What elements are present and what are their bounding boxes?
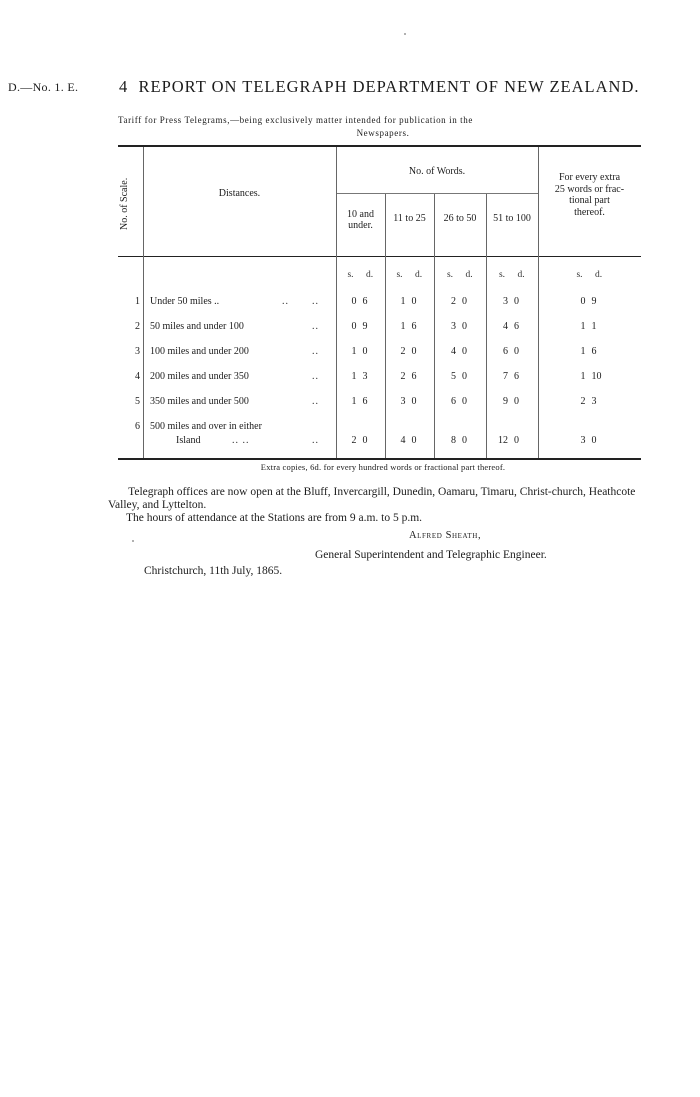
row-value-pence: 6 [362,396,368,407]
header-extra [538,172,641,218]
header-extra-l1: For every extra [558,172,621,183]
offices-paragraph [108,486,668,512]
scan-speck [132,540,134,542]
row-value-pence: 9 [591,296,597,307]
row-value-pence: 0 [514,346,519,357]
row-value-shillings: 6 [451,396,456,407]
row-value-shillings: 2 [451,296,456,307]
row-value-shillings: 2 [400,346,406,357]
row-value-shillings: 3 [580,435,586,446]
row-value-shillings: 1 [351,396,357,407]
row-leader-dots: .. [312,321,319,332]
row-value-shillings: 1 [400,296,406,307]
header-words-51-100: 51 to 100 [493,213,531,224]
row-leader-dots: .. .. [232,435,250,446]
row-value-pence: 6 [514,321,519,332]
row-scale-no: 2 [135,321,140,332]
row-leader-dots: .. [282,296,289,307]
row-value-shillings: 2 [351,435,357,446]
header-words-26-50: 26 to 50 [443,213,477,224]
unit-pence: d. [517,270,525,280]
row-value-pence: 0 [411,346,417,357]
row-scale-no: 5 [135,396,140,407]
row-value-pence: 0 [362,435,368,446]
col-rule-2 [336,147,337,458]
unit-shillings: s. [576,270,583,280]
header-bottom-rule [118,256,641,257]
col-rule-4 [434,194,435,458]
row-value-pence: 0 [514,296,519,307]
row-value-shillings: 9 [503,396,508,407]
words-group-rule [336,193,538,194]
row-distance: 200 miles and under 350 [150,371,249,382]
unit-shillings: s. [498,270,506,280]
row-value-shillings: 0 [351,296,357,307]
row-value-pence: 0 [411,296,417,307]
row-value-shillings: 3 [503,296,508,307]
extra-copies-note: Extra copies, 6d. for every hundred words or fractional part thereof. [260,462,506,472]
row-scale-no: 6 [135,421,140,432]
unit-shillings: s. [396,270,403,280]
row-value-shillings: 1 [351,371,357,382]
header-words-group: No. of Words. [408,166,466,177]
row-value-pence: 0 [411,396,417,407]
row-value-pence: 0 [411,435,417,446]
row-value-shillings: 6 [503,346,508,357]
row-value-pence: 3 [591,396,597,407]
unit-pence: d. [414,270,423,280]
signature-title: General Superintendent and Telegraphic Engineer. [315,549,547,561]
row-value-pence: 3 [362,371,368,382]
signature: Alfred Sheath, [409,530,482,541]
row-scale-no: 3 [135,346,140,357]
table-top-rule [118,145,641,147]
row-value-pence: 0 [591,435,597,446]
row-value-pence: 9 [362,321,368,332]
row-leader-dots: .. [312,346,319,357]
row-distance: Under 50 miles .. [150,296,220,307]
header-scale: No. of Scale. [119,177,130,230]
row-value-shillings: 1 [580,371,586,382]
row-value-shillings: 0 [351,321,357,332]
row-leader-dots: .. [312,371,319,382]
caption-line-1: Tariff for Press Telegrams,—being exclusively matter intended for publication in the [118,115,473,125]
table-caption [118,114,648,140]
row-distance: 350 miles and under 500 [150,396,249,407]
header-words-10-l1: 10 and [347,209,374,220]
hours-paragraph: The hours of attendance at the Stations are from 9 a.m. to 5 p.m. [126,512,423,524]
scan-speck [404,33,406,35]
row-value-pence: 0 [462,321,467,332]
unit-pence: d. [465,270,473,280]
row-value-pence: 0 [462,371,467,382]
table-bottom-rule [118,458,641,460]
row-value-shillings: 12 [498,435,508,446]
page-reference: D.—No. 1. E. [8,80,79,94]
header-extra-l3: tional part [569,195,610,206]
document-date: Christchurch, 11th July, 1865. [144,565,283,577]
row-leader-dots: .. [312,435,319,446]
row-value-shillings: 5 [451,371,456,382]
row-value-shillings: 4 [451,346,456,357]
header-distances: Distances. [218,188,261,199]
row-value-shillings: 3 [400,396,406,407]
row-scale-no: 1 [135,296,140,307]
row-value-pence: 1 [591,321,597,332]
row-value-shillings: 0 [580,296,586,307]
row-value-shillings: 4 [400,435,406,446]
col-rule-5 [486,194,487,458]
row-value-pence: 0 [514,396,519,407]
row-value-pence: 0 [462,435,467,446]
row-value-pence: 0 [362,346,368,357]
page-title [119,77,640,97]
row-scale-no: 4 [135,371,140,382]
row-value-shillings: 1 [580,346,586,357]
row-leader-dots: .. [312,296,319,307]
header-words-11-25: 11 to 25 [393,213,426,224]
row-distance: 50 miles and under 100 [150,321,244,332]
row-value-shillings: 4 [503,321,508,332]
row-distance: 500 miles and over in either [150,421,262,432]
row-value-pence: 6 [411,371,417,382]
row-value-shillings: 2 [580,396,586,407]
header-words-10 [336,209,385,231]
offices-text: Telegraph offices are now open at the Bluff, Invercargill, Dunedin, Oamaru, Timaru, Christ-church, Heathcote Valley, and Lyttelton. [108,486,636,511]
row-value-pence: 0 [462,396,467,407]
report-title: REPORT ON TELEGRAPH DEPARTMENT OF NEW ZEALAND. [138,77,640,96]
header-extra-l2: 25 words or frac- [554,183,625,195]
row-value-pence: 6 [591,346,597,357]
row-value-shillings: 1 [351,346,357,357]
col-rule-3 [385,194,386,458]
row-value-shillings: 8 [451,435,456,446]
unit-pence: d. [365,270,374,280]
row-value-shillings: 1 [580,321,586,332]
row-distance: 100 miles and under 200 [150,346,249,357]
row-value-pence: 6 [514,371,519,382]
row-value-shillings: 2 [400,371,406,382]
header-words-10-l2: under. [348,220,373,231]
unit-shillings: s. [446,270,454,280]
header-extra-l4: thereof. [574,206,605,218]
row-value-shillings: 1 [400,321,406,332]
row-value-shillings: 7 [503,371,508,382]
page-number: 4 [119,77,129,96]
row-value-pence: 10 [591,371,602,382]
row-distance-cont: Island [176,435,201,446]
row-value-pence: 0 [514,435,519,446]
row-value-shillings: 3 [451,321,456,332]
unit-shillings: s. [347,270,354,280]
row-leader-dots: .. [312,396,319,407]
row-value-pence: 6 [362,296,368,307]
row-value-pence: 6 [411,321,417,332]
unit-pence: d. [594,270,603,280]
caption-line-2: Newspapers. [356,128,410,138]
row-value-pence: 0 [462,296,467,307]
row-value-pence: 0 [462,346,467,357]
